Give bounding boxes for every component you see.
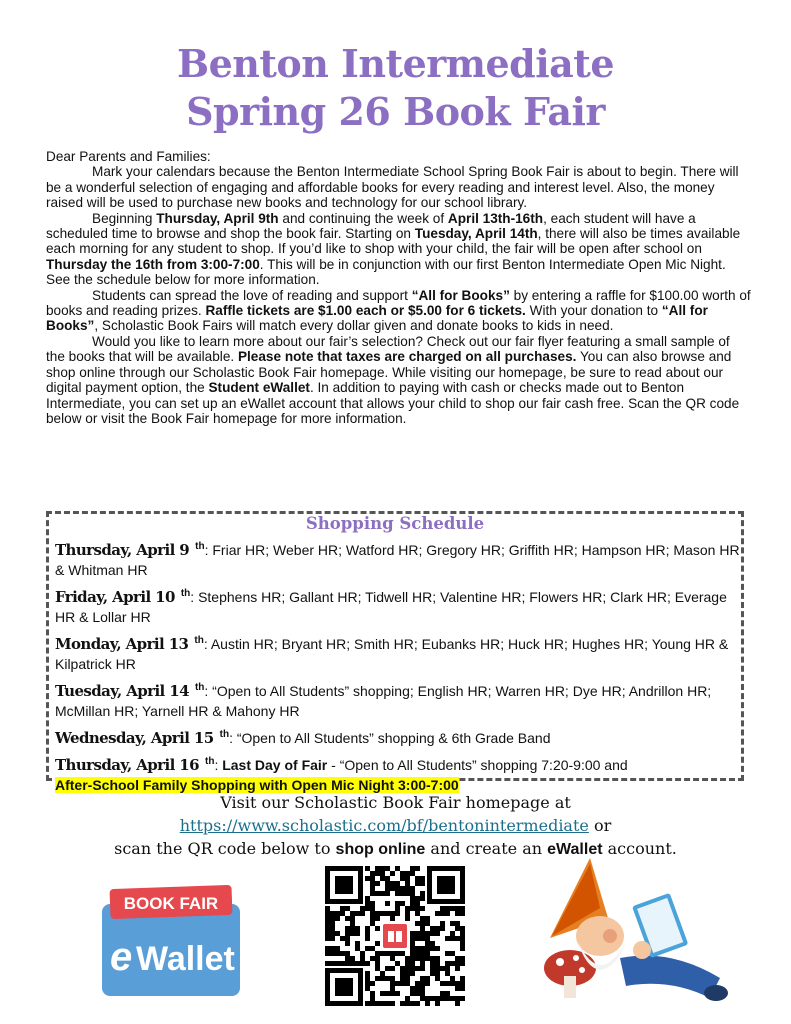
schedule-entry: Tuesday, April 14 $^{th}$: “Open to All Students” shopping; English HR; Warren HR; Dye HR; Andrillon HR; McMillan HR; Yarnell HR & Mahony HR <box>55 682 712 719</box>
svg-text:e: e <box>110 935 133 979</box>
paragraph-3: Students can spread the love of reading and support “All for Books” by entering a raffle for $100.00 worth of books and reading prizes. Raffle tickets are $1.00 each or $5.00 for 6 tickets. With your donation to “All for Books”, Scholastic Book Fairs will match every dollar given and donate books to kids in need. <box>46 287 751 334</box>
schedule-entry: Monday, April 13 $^{th}$: Austin HR; Bryant HR; Smith HR; Eubanks HR; Huck HR; Hughes HR; Young HR & Kilpatrick HR <box>55 635 729 672</box>
greeting: Dear Parents and Families: <box>46 149 211 164</box>
qr-code[interactable] <box>325 866 465 1006</box>
homepage-link[interactable]: https://www.scholastic.com/bf/bentonintermediate <box>179 816 589 835</box>
schedule-entry-last-day: Thursday, April 16 $^{th}$: Last Day of Fair - “Open to All Students” shopping 7:20-9:00 and After-School Family Shopping with Open Mic Night 3:00-7:00 <box>55 756 628 793</box>
title-line-1: Benton Intermediate <box>176 41 615 86</box>
schedule-list <box>55 537 745 799</box>
scan-line: scan the QR code below to shop online and create an eWallet account. <box>114 839 677 858</box>
svg-text:BOOK FAIR: BOOK FAIR <box>123 894 219 913</box>
visit-homepage-block: Visit our Scholastic Book Fair homepage at https://www.scholastic.com/bf/bentonintermediate or scan the QR code below to shop online and create an eWallet account. <box>0 791 791 861</box>
book-icon <box>383 924 407 948</box>
schedule-entry: Wednesday, April 15 $^{th}$: “Open to All Students” shopping & 6th Grade Band <box>55 729 551 747</box>
ewallet-logo <box>100 884 242 998</box>
gnome-mascot-illustration <box>530 858 730 1018</box>
paragraph-1: Mark your calendars because the Benton Intermediate School Spring Book Fair is about to begin. There will be a wonderful selection of engaging and affordable books for every reading and interest level. Also, the money raised will be used to purchase new books and technology for our school library. <box>46 164 739 211</box>
paragraph-4: Would you like to learn more about our fair’s selection? Check out our fair flyer featuring a small sample of the books that will be available. Please note that taxes are charged on all purchases. You can also browse and shop online through our Scholastic Book Fair homepage. While visiting our homepage, be sure to read about our digital payment option, the Student eWallet. In addition to paying with cash or checks made out to Benton Intermediate, you can set up an eWallet account that allows your child to shop our fair cash free. Scan the QR code below or visit the Book Fair homepage for more information. <box>46 333 740 426</box>
family-shopping-highlight: After-School Family Shopping with Open Mic Night 3:00-7:00 <box>55 777 459 793</box>
letter-body <box>46 149 752 426</box>
visit-line: Visit our Scholastic Book Fair homepage at <box>220 793 571 812</box>
svg-text:Wallet: Wallet <box>136 940 235 978</box>
title-line-2: Spring 26 Book Fair <box>186 89 605 134</box>
schedule-entry: Friday, April 10 $^{th}$: Stephens HR; Gallant HR; Tidwell HR; Valentine HR; Flowers HR; Clark HR; Everage HR & Lollar HR <box>55 588 727 625</box>
schedule-entry: Thursday, April 9 $^{th}$: Friar HR; Weber HR; Watford HR; Gregory HR; Griffith HR; Hampson HR; Mason HR & Whitman HR <box>55 541 740 578</box>
paragraph-2: Beginning Thursday, April 9th and continuing the week of April 13th-16th, each student will have a scheduled time to browse and shop the book fair. Starting on Tuesday, April 14th, there will also be times available each morning for any student to shop. If you’d like to shop with your child, the fair will be open after school on Thursday the 16th from 3:00-7:00. This will be in conjunction with our first Benton Intermediate Open Mic Night. See the schedule below for more information. <box>46 210 741 288</box>
schedule-heading: Shopping Schedule <box>305 514 485 533</box>
page-title <box>0 40 791 136</box>
